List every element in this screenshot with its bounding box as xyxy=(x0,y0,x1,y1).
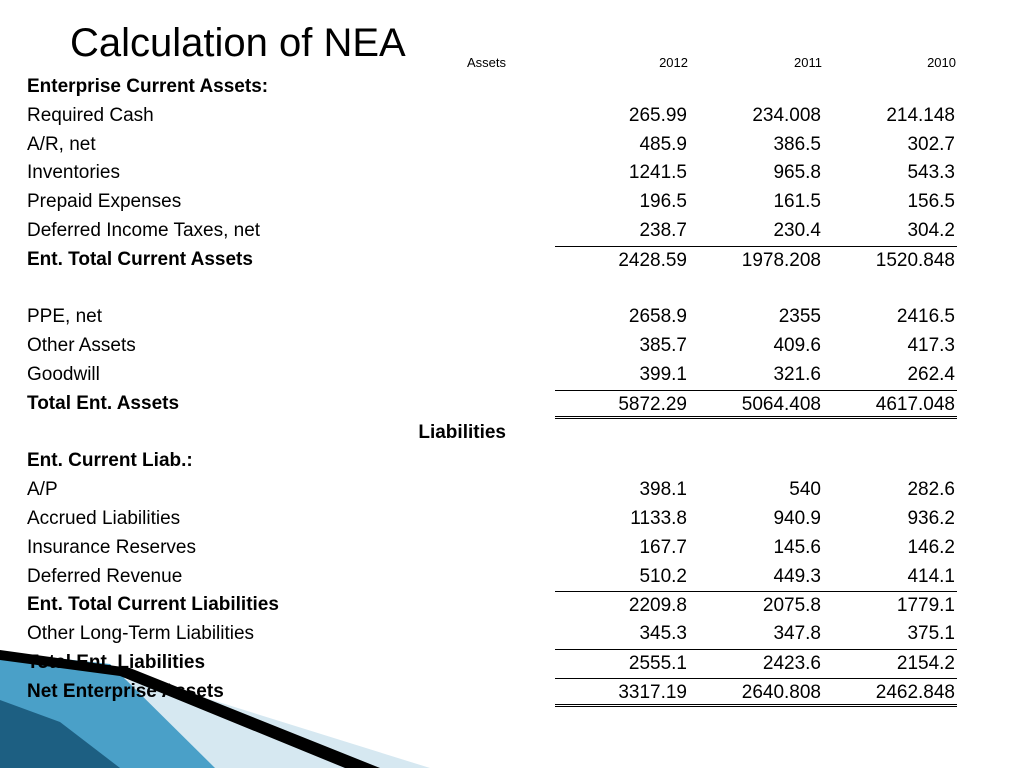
value-cell-2011 xyxy=(689,73,823,102)
value-cell-2012: 2428.59 xyxy=(555,246,689,275)
row-label: Insurance Reserves xyxy=(27,536,196,558)
table-row xyxy=(0,188,1024,217)
header-assets: Assets xyxy=(466,55,506,70)
value-cell-2012 xyxy=(555,73,689,102)
table-row xyxy=(0,419,1024,448)
table-row xyxy=(0,73,1024,102)
value-cell-2012: 2555.1 xyxy=(555,649,689,678)
value-cell-2012: 485.9 xyxy=(639,133,687,155)
value-cell-2010 xyxy=(823,419,957,448)
value-cell-2012: 399.1 xyxy=(639,363,687,385)
value-cell-2010: 1520.848 xyxy=(823,246,957,275)
table-row xyxy=(0,534,1024,563)
table-row xyxy=(0,505,1024,534)
value-cell-2010: 2154.2 xyxy=(823,649,957,678)
row-label: Total Ent. Liabilities xyxy=(27,651,206,673)
value-cell-2010: 262.4 xyxy=(907,363,955,385)
table-row xyxy=(0,361,1024,390)
value-cell-2011: 2423.6 xyxy=(689,649,823,678)
row-label: Ent. Current Liab.: xyxy=(27,450,193,472)
table-row xyxy=(0,591,1024,620)
row-label: Enterprise Current Assets: xyxy=(27,76,269,97)
table-row xyxy=(0,649,1024,678)
header-year-2012: 2012 xyxy=(659,55,688,70)
value-cell-2011: 965.8 xyxy=(773,162,821,184)
row-label: A/R, net xyxy=(27,133,96,155)
value-cell-2012: 1241.5 xyxy=(628,162,687,184)
value-cell-2012: 2658.9 xyxy=(628,306,687,328)
value-cell-2010 xyxy=(823,275,957,304)
value-cell-2011: 161.5 xyxy=(773,191,821,213)
value-cell-2011: 230.4 xyxy=(773,219,821,241)
table-row xyxy=(0,476,1024,505)
value-cell-2011: 540 xyxy=(789,479,821,501)
value-cell-2010: 2416.5 xyxy=(896,306,955,328)
header-year-2010: 2010 xyxy=(927,55,956,70)
value-cell-2010: 543.3 xyxy=(907,162,955,184)
value-cell-2011: 5064.408 xyxy=(689,390,823,419)
row-label: Other Assets xyxy=(27,335,136,357)
value-cell-2012: 345.3 xyxy=(639,623,687,645)
value-cell-2010: 146.2 xyxy=(907,536,955,558)
row-label: Deferred Income Taxes, net xyxy=(27,219,261,241)
table-row xyxy=(0,620,1024,649)
table-row xyxy=(0,102,1024,131)
value-cell-2011 xyxy=(689,447,823,476)
value-cell-2010 xyxy=(823,447,957,476)
header-year-2011: 2011 xyxy=(794,55,822,70)
value-cell-2012: 398.1 xyxy=(639,479,687,501)
value-cell-2010: 4617.048 xyxy=(823,390,957,419)
row-label: Deferred Revenue xyxy=(27,565,183,587)
row-label: Inventories xyxy=(27,162,120,184)
value-cell-2012: 385.7 xyxy=(639,335,687,357)
value-cell-2011: 386.5 xyxy=(773,133,821,155)
row-label: Ent. Total Current Assets xyxy=(27,248,253,270)
value-cell-2010: 1779.1 xyxy=(823,591,957,620)
row-label: Net Enterprise Assets xyxy=(27,680,224,702)
value-cell-2011: 409.6 xyxy=(773,335,821,357)
row-label: Total Ent. Assets xyxy=(27,392,180,414)
value-cell-2010: 304.2 xyxy=(907,219,955,241)
value-cell-2011: 940.9 xyxy=(773,507,821,529)
table-row xyxy=(0,246,1024,275)
value-cell-2012: 2209.8 xyxy=(555,591,689,620)
value-cell-2010: 302.7 xyxy=(907,133,955,155)
value-cell-2011: 2640.808 xyxy=(689,678,823,707)
table-row xyxy=(0,332,1024,361)
row-label: Accrued Liabilities xyxy=(27,507,181,529)
table-row xyxy=(0,275,1024,304)
value-cell-2010: 214.148 xyxy=(886,104,955,126)
value-cell-2012 xyxy=(555,419,689,448)
row-label: Goodwill xyxy=(27,363,100,385)
value-cell-2011: 2075.8 xyxy=(689,591,823,620)
table-row xyxy=(0,131,1024,160)
slide-title: Calculation of NEA xyxy=(70,21,406,65)
value-cell-2011: 321.6 xyxy=(773,363,821,385)
value-cell-2011: 347.8 xyxy=(773,623,821,645)
value-cell-2010: 282.6 xyxy=(907,479,955,501)
value-cell-2012: 238.7 xyxy=(639,219,687,241)
table-row xyxy=(0,159,1024,188)
value-cell-2012 xyxy=(555,275,689,304)
value-cell-2012: 3317.19 xyxy=(555,678,689,707)
table-row xyxy=(0,303,1024,332)
value-cell-2010: 2462.848 xyxy=(823,678,957,707)
value-cell-2011: 234.008 xyxy=(752,104,821,126)
value-cell-2012: 5872.29 xyxy=(555,390,689,419)
table-row xyxy=(0,390,1024,419)
row-label: A/P xyxy=(27,479,58,501)
row-label: Ent. Total Current Liabilities xyxy=(27,594,279,616)
row-label: Prepaid Expenses xyxy=(27,191,182,213)
value-cell-2012: 196.5 xyxy=(639,191,687,213)
value-cell-2012: 1133.8 xyxy=(630,507,687,529)
table-row xyxy=(0,678,1024,707)
row-label: Liabilities xyxy=(418,421,506,443)
value-cell-2010: 156.5 xyxy=(907,191,955,213)
value-cell-2010: 936.2 xyxy=(907,507,955,529)
value-cell-2011 xyxy=(689,275,823,304)
nea-table xyxy=(0,73,1024,707)
value-cell-2011: 1978.208 xyxy=(689,246,823,275)
value-cell-2011: 2355 xyxy=(778,306,821,328)
value-cell-2010: 375.1 xyxy=(907,623,955,645)
value-cell-2011 xyxy=(689,419,823,448)
value-cell-2011: 145.6 xyxy=(773,536,821,558)
value-cell-2010: 417.3 xyxy=(907,335,955,357)
table-row xyxy=(0,447,1024,476)
value-cell-2012: 265.99 xyxy=(628,104,687,126)
row-label: PPE, net xyxy=(27,306,102,328)
row-label: Other Long-Term Liabilities xyxy=(27,623,255,645)
value-cell-2012 xyxy=(555,447,689,476)
table-row xyxy=(0,217,1024,246)
value-cell-2012: 510.2 xyxy=(639,565,687,587)
value-cell-2010 xyxy=(823,73,957,102)
row-label: Required Cash xyxy=(27,104,154,126)
value-cell-2011: 449.3 xyxy=(773,565,821,587)
value-cell-2010: 414.1 xyxy=(907,565,955,587)
table-row xyxy=(0,563,1024,592)
value-cell-2012: 167.7 xyxy=(639,536,687,558)
